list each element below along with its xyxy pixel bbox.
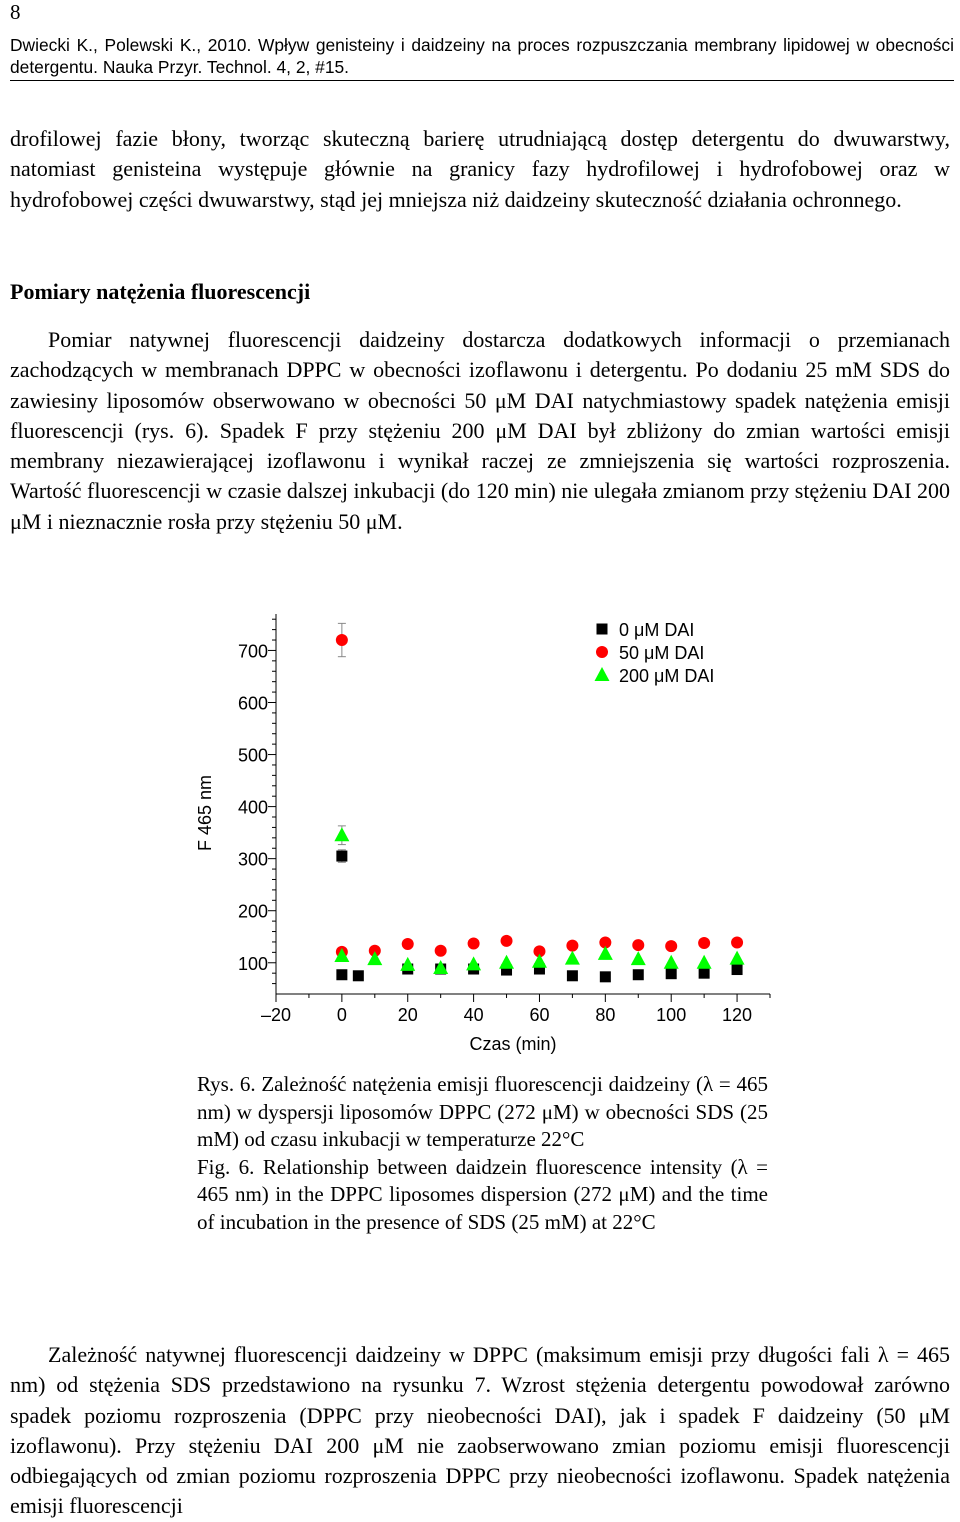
data-point-circle xyxy=(402,938,414,950)
data-point-triangle xyxy=(697,955,712,969)
legend-label: 50 μM DAI xyxy=(619,643,705,663)
x-tick-label: 40 xyxy=(463,1005,484,1025)
data-point-square xyxy=(633,969,644,980)
legend-marker-circle xyxy=(596,646,608,658)
x-tick-label: 60 xyxy=(529,1005,550,1025)
data-point-triangle xyxy=(631,951,646,965)
data-point-circle xyxy=(336,634,348,646)
x-tick-label: 0 xyxy=(336,1005,347,1025)
y-tick-label: 200 xyxy=(237,901,268,922)
data-point-square xyxy=(353,970,364,981)
x-tick-label: 120 xyxy=(722,1005,753,1025)
data-point-circle xyxy=(435,945,447,957)
legend-label: 0 μM DAI xyxy=(619,620,695,640)
header-citation: Dwiecki K., Polewski K., 2010. Wpływ genisteiny i daidzeiny na proces rozpuszczania membrany lipidowej w obecności detergentu. Nauka Przyr. Technol. 4, 2, #15. xyxy=(10,35,954,77)
data-point-triangle xyxy=(730,951,745,965)
legend-label: 200 μM DAI xyxy=(619,666,715,686)
x-tick-label: 80 xyxy=(595,1005,616,1025)
fluorescence-chart xyxy=(180,600,800,1060)
chart-legend xyxy=(595,620,715,686)
x-axis-label: Czas (min) xyxy=(469,1034,557,1054)
section-heading: Pomiary natężenia fluorescencji xyxy=(10,279,311,304)
page-number: 8 xyxy=(10,0,21,24)
data-point-circle xyxy=(501,935,513,947)
data-point-circle xyxy=(566,940,578,952)
x-tick-label: 20 xyxy=(397,1005,418,1025)
data-point-circle xyxy=(665,940,677,952)
data-point-square xyxy=(600,971,611,982)
data-point-square xyxy=(336,851,347,862)
x-tick-label: –20 xyxy=(260,1005,292,1025)
y-tick-label: 500 xyxy=(237,745,268,766)
x-tick-label: 100 xyxy=(656,1005,687,1025)
data-point-triangle xyxy=(499,955,514,969)
y-tick-label: 300 xyxy=(237,849,268,870)
chart-error-bars xyxy=(338,623,346,862)
y-tick-label: 600 xyxy=(237,693,268,714)
intro-paragraph: drofilowej fazie błony, tworząc skuteczną barierę utrudniającą dostęp detergentu do dwuwarstwy, natomiast genisteina występuje głównie na granicy fazy hydrofilowej i hydrofobowej oraz w hydrofobowej części dwuwarstwy, stąd jej mniejsza niż daidzeiny skuteczność działania ochronnego. xyxy=(10,126,950,212)
data-point-triangle xyxy=(334,827,349,841)
data-point-square xyxy=(732,964,743,975)
sds-concentration-paragraph: Zależność natywnej fluorescencji daidzeiny w DPPC (maksimum emisji przy długości fali λ = 465 nm) od stężenia SDS przedstawiono na rysunku 7. Wzrost stężenia detergentu powodował zarówno spadek poziomu rozproszenia (DPPC przy nieobecności DAI), jak i spadek F daidzeiny (50 μM izoflawonu). Przy stężeniu DAI 200 μM nie zaobserwowano zmian poziomu emisji fluorescencji odbiegających od zmian poziomu rozproszenia DPPC przy nieobecności izoflawonu. Spadek natężenia emisji fluorescencji xyxy=(10,1342,950,1519)
data-point-circle xyxy=(698,937,710,949)
data-point-triangle xyxy=(532,954,547,968)
y-tick-label: 100 xyxy=(237,953,268,974)
header-divider xyxy=(10,80,954,81)
data-point-square xyxy=(336,969,347,980)
figure-caption xyxy=(197,1071,768,1236)
chart-marks xyxy=(334,634,744,982)
fluorescence-paragraph: Pomiar natywnej fluorescencji daidzeiny dostarcza dodatkowych informacji o przemianach zachodzących w membranach DPPC w obecności izoflawonu i detergentu. Po dodaniu 25 mM SDS do zawiesiny liposomów obserwowano w obecności 50 μM DAI natychmiastowy spadek natężenia emisji fluorescencji (rys. 6). Spadek F przy stężeniu 200 μM DAI był zbliżony do zmian wartości emisji membrany niezawierającej izoflawonu i wynikał raczej ze zmniejszenia się wartości rozproszenia. Wartość fluorescencji w czasie dalszej inkubacji (do 120 min) nie ulegała zmianom przy stężeniu DAI 200 μM i nieznacznie rosła przy stężeniu 50 μM. xyxy=(10,327,950,534)
data-point-square xyxy=(666,968,677,979)
y-axis-label: F 465 nm xyxy=(195,774,215,852)
data-point-triangle xyxy=(565,951,580,965)
figure-caption-polish: Rys. 6. Zależność natężenia emisji fluorescencji daidzeiny (λ = 465 nm) w dyspersji liposomów DPPC (272 μM) w obecności SDS (25 mM) od czasu inkubacji w temperaturze 22°C xyxy=(197,1072,768,1151)
data-point-circle xyxy=(468,938,480,950)
data-point-circle xyxy=(731,936,743,948)
y-tick-label: 400 xyxy=(237,797,268,818)
legend-marker-triangle xyxy=(595,667,610,681)
data-point-square xyxy=(699,968,710,979)
data-point-triangle xyxy=(466,956,481,970)
data-point-triangle xyxy=(664,955,679,969)
y-tick-label: 700 xyxy=(237,641,268,662)
data-point-triangle xyxy=(598,946,613,960)
legend-marker-square xyxy=(597,624,608,635)
figure-caption-english: Fig. 6. Relationship between daidzein fluorescence intensity (λ = 465 nm) in the DPPC liposomes dispersion (272 μM) and the time of incubation in the presence of SDS (25 mM) at 22°C xyxy=(197,1154,768,1234)
data-point-circle xyxy=(632,939,644,951)
data-point-square xyxy=(567,970,578,981)
